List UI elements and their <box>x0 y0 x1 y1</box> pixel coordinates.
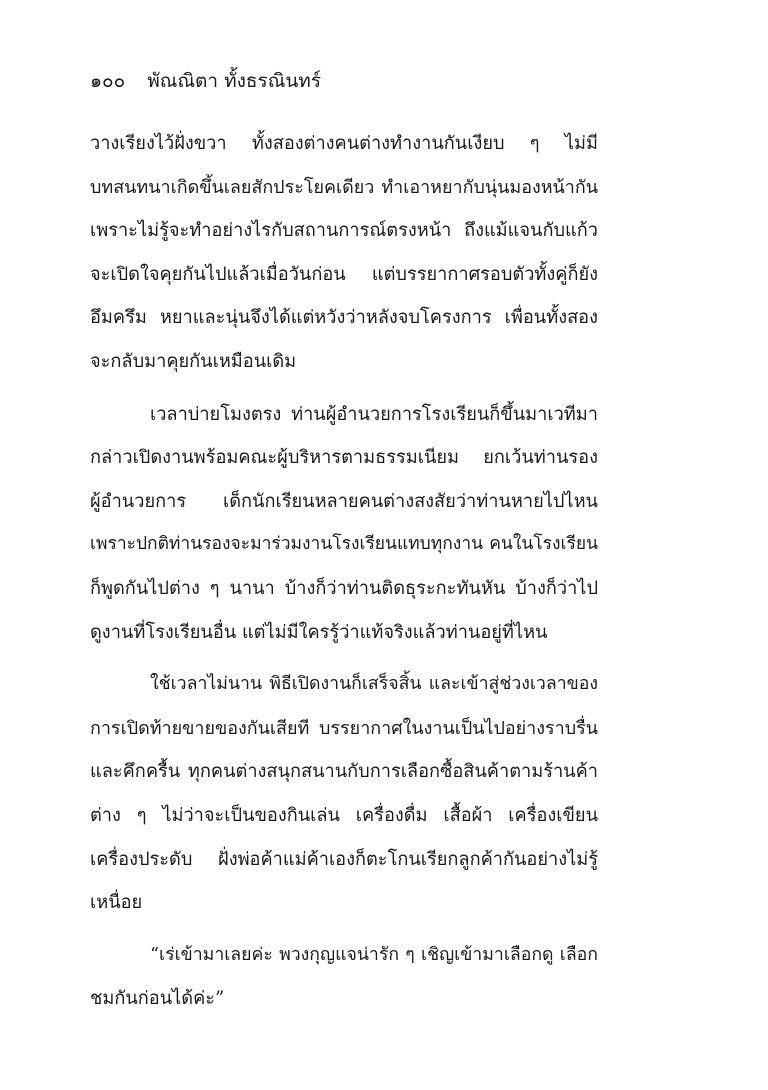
text-line: อึมครึม หยาและนุ่นจึงได้แต่หวังว่าหลังจบโครงการ เพื่อนทั้งสอง <box>90 307 598 329</box>
text-line: เวลาบ่ายโมงตรง ท่านผู้อำนวยการโรงเรียนก็ขึ้นมาเวทีมา <box>150 403 598 425</box>
text-line: ชมกันก่อนได้ค่ะ” <box>90 988 225 1010</box>
author-name: พัณณิตา ทั้งธรณินทร์ <box>147 70 322 92</box>
text-line: จะกลับมาคุยกันเหมือนเดิม <box>90 350 297 372</box>
text-line: กล่าวเปิดงานพร้อมคณะผู้บริหารตามธรรมเนียม ยกเว้นท่านรอง <box>90 447 598 469</box>
paragraph-2 <box>90 393 598 655</box>
text-line: “เร่เข้ามาเลยค่ะ พวงกุญแจน่ารัก ๆ เชิญเข้ามาเลือกดู เลือก <box>150 944 598 965</box>
text-line: ก็พูดกันไปต่าง ๆ นานา บ้างก็ว่าท่านติดธุระกะทันหัน บ้างก็ว่าไป <box>90 577 598 599</box>
text-line: และคึกครื้น ทุกคนต่างสนุกสนานกับการเลือกซื้อสินค้าตามร้านค้า <box>90 761 598 783</box>
text-line: บทสนทนาเกิดขึ้นเลยสักประโยคเดียว ทำเอาหยากับนุ่นมองหน้ากัน <box>90 176 598 198</box>
paragraph-1 <box>90 122 598 384</box>
paragraph-3 <box>90 663 598 925</box>
text-line: ต่าง ๆ ไม่ว่าจะเป็นของกินเล่น เครื่องดื่ม เสื้อผ้า เครื่องเขียน <box>90 804 598 826</box>
text-line: การเปิดท้ายขายของกันเสียที บรรยากาศในงานเป็นไปอย่างราบรื่น <box>90 717 598 739</box>
text-line: เพราะไม่รู้จะทำอย่างไรกับสถานการณ์ตรงหน้า ถึงแม้แจนกับแก้ว <box>90 220 598 242</box>
running-header <box>90 66 321 96</box>
text-line: ใช้เวลาไม่นาน พิธีเปิดงานก็เสร็จสิ้น และเข้าสู่ช่วงเวลาของ <box>150 674 598 695</box>
text-line: ผู้อำนวยการ เด็กนักเรียนหลายคนต่างสงสัยว่าท่านหายไปไหน <box>90 490 598 512</box>
text-line: เหนื่อย <box>90 892 143 914</box>
text-line: เพราะปกติท่านรองจะมาร่วมงานโรงเรียนแทบทุกงาน คนในโรงเรียน <box>90 534 598 555</box>
text-line: เครื่องประดับ ฝั่งพ่อค้าแม่ค้าเองก็ตะโกนเรียกลูกค้ากันอย่างไม่รู้ <box>90 848 598 870</box>
text-line: วางเรียงไว้ฝั่งขวา ทั้งสองต่างคนต่างทำงานกันเงียบ ๆ ไม่มี <box>90 133 598 154</box>
text-line: ดูงานที่โรงเรียนอื่น แต่ไม่มีใครรู้ว่าแท้จริงแล้วท่านอยู่ที่ไหน <box>90 621 548 643</box>
text-line: จะเปิดใจคุยกันไปแล้วเมื่อวันก่อน แต่บรรยากาศรอบตัวทั้งคู่ก็ยัง <box>90 263 598 285</box>
paragraph-4-dialogue <box>90 934 598 1021</box>
page-number: ๑๐๐ <box>90 70 126 92</box>
body-text <box>90 122 598 1021</box>
